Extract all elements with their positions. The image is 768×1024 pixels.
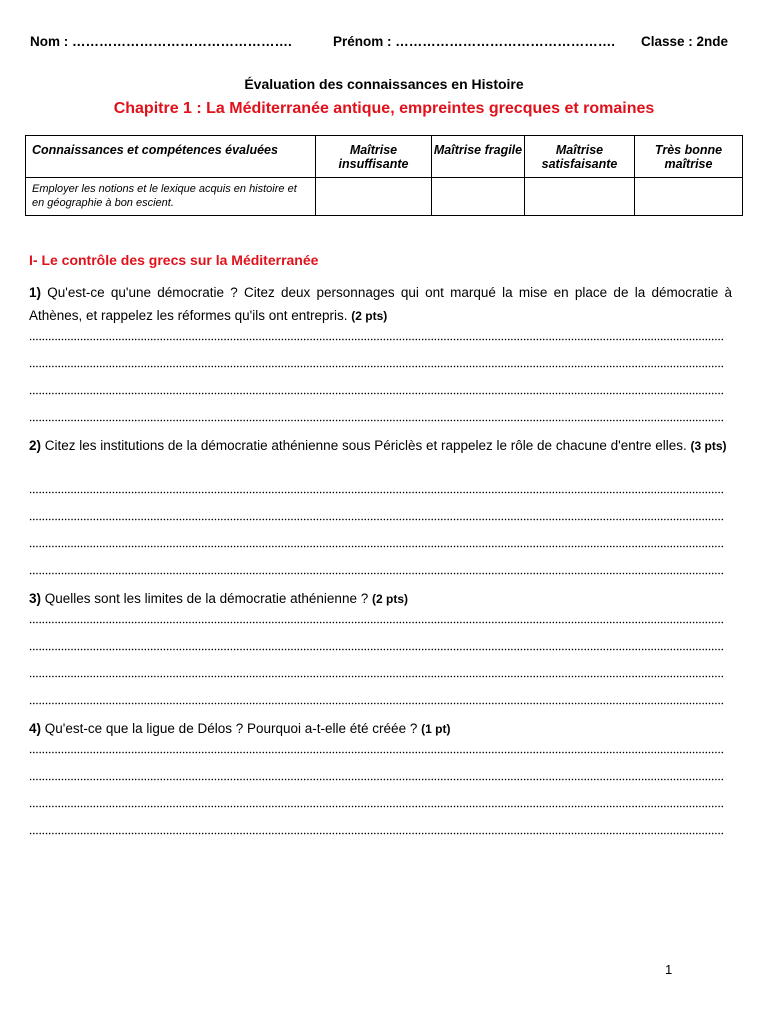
answer-line[interactable]	[29, 830, 723, 836]
answer-line[interactable]	[29, 543, 723, 549]
answer-line[interactable]	[29, 390, 723, 396]
skills-table	[25, 135, 743, 216]
question-points: (1 pt)	[421, 722, 451, 736]
answer-line[interactable]	[29, 417, 723, 423]
skills-table-header: Maîtrise insuffisante	[316, 136, 432, 178]
skill-level-cell	[525, 178, 635, 216]
name-field: Nom : ………………………………………….	[30, 34, 292, 49]
question-4	[29, 717, 732, 741]
skill-description: Employer les notions et le lexique acquis en histoire et en géographie à bon escient.	[26, 178, 316, 216]
answer-line[interactable]	[29, 776, 723, 782]
question-number: 4)	[29, 721, 42, 736]
question-points: (2 pts)	[371, 592, 408, 606]
student-header	[30, 34, 734, 52]
skill-level-cell	[432, 178, 525, 216]
answer-line[interactable]	[29, 336, 723, 342]
question-text: Qu'est-ce que la ligue de Délos ? Pourquoi a-t-elle été créée ?	[44, 721, 418, 736]
answer-line[interactable]	[29, 646, 723, 652]
class-label: Classe : 2nde	[641, 34, 729, 49]
answer-line[interactable]	[29, 489, 723, 495]
skills-table-header: Maîtrise satisfaisante	[525, 136, 635, 178]
section-title: I- Le contrôle des grecs sur la Méditerranée	[29, 252, 319, 268]
skill-level-cell	[635, 178, 743, 216]
skills-table-header: Très bonne maîtrise	[635, 136, 743, 178]
question-number: 1)	[29, 285, 42, 300]
answer-line[interactable]	[29, 570, 723, 576]
answer-line[interactable]	[29, 619, 723, 625]
question-text: Qu'est-ce qu'une démocratie ? Citez deux personnages qui ont marqué la mise en place de la démocratie à Athènes, et rappelez les réformes qu'ils ont entrepris.	[29, 285, 732, 323]
question-text: Quelles sont les limites de la démocratie athénienne ?	[44, 591, 369, 606]
question-points: (3 pts)	[690, 439, 727, 453]
skills-table-header: Maîtrise fragile	[432, 136, 525, 178]
answer-line[interactable]	[29, 803, 723, 809]
answer-line[interactable]	[29, 673, 723, 679]
question-number: 2)	[29, 438, 42, 453]
page-title: Évaluation des connaissances en Histoire	[244, 76, 524, 92]
question-2	[29, 434, 732, 458]
question-number: 3)	[29, 591, 42, 606]
answer-line[interactable]	[29, 363, 723, 369]
skill-level-cell	[316, 178, 432, 216]
chapter-title: Chapitre 1 : La Méditerranée antique, empreintes grecques et romaines	[113, 100, 655, 117]
skills-table-header-row	[26, 136, 743, 178]
question-points: (2 pts)	[351, 309, 388, 323]
skills-table-header: Connaissances et compétences évaluées	[26, 136, 316, 178]
question-1	[29, 281, 732, 328]
answer-line[interactable]	[29, 700, 723, 706]
skills-table-row	[26, 178, 743, 216]
question-3	[29, 587, 732, 611]
answer-line[interactable]	[29, 516, 723, 522]
page-number: 1	[665, 962, 673, 977]
question-text: Citez les institutions de la démocratie athénienne sous Périclès et rappelez le rôle de chacune d'entre elles.	[44, 438, 687, 453]
first-name-field: Prénom : ………………………………………….	[333, 34, 616, 49]
answer-line[interactable]	[29, 749, 723, 755]
